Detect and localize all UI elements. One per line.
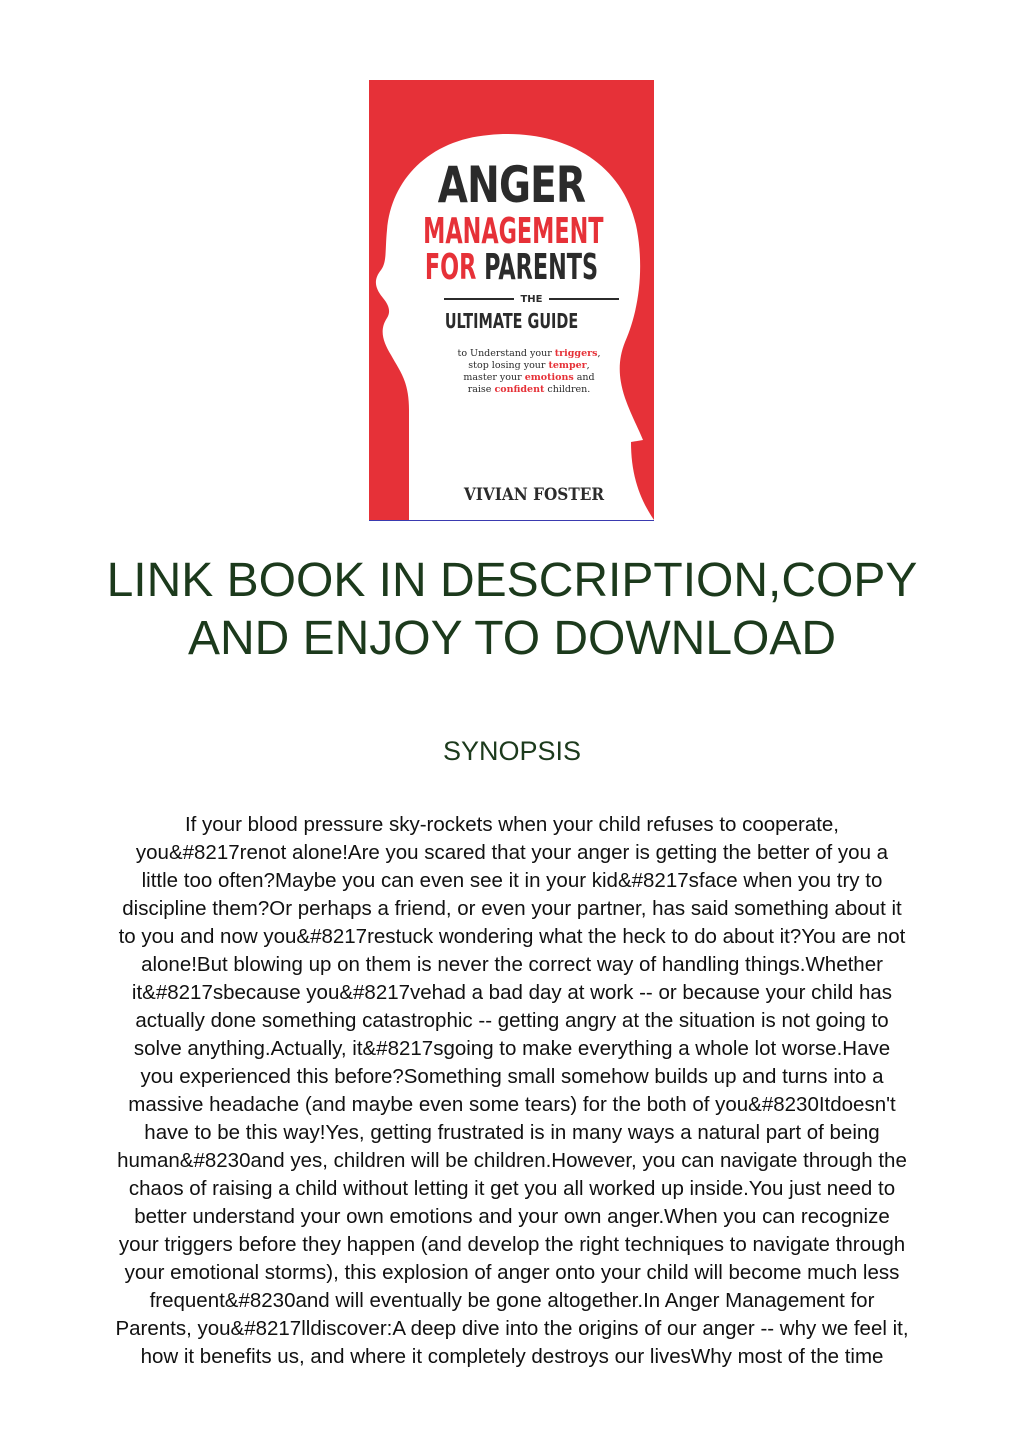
synopsis-line: actually done something catastrophic -- getting angry at the situation is not going to bbox=[135, 1009, 889, 1032]
download-headline bbox=[40, 552, 984, 668]
synopsis-line: how it benefits us, and where it completely destroys our livesWhy most of the time bbox=[140, 1345, 884, 1368]
synopsis-line: you&#8217renot alone!Are you scared that your anger is getting the better of you a bbox=[135, 841, 889, 864]
headline-line-1: LINK BOOK IN DESCRIPTION,COPY bbox=[106, 554, 918, 607]
tagline-highlight-word: temper bbox=[548, 360, 587, 371]
cover-title-parents-word: PARENTS bbox=[484, 247, 599, 288]
cover-author: VIVIAN FOSTER bbox=[463, 485, 605, 505]
synopsis-line: chaos of raising a child without letting it get you all worked up inside.You just need to bbox=[128, 1177, 896, 1200]
cover-title-for-parents bbox=[423, 247, 600, 288]
tagline-text: children. bbox=[544, 384, 591, 395]
synopsis-line: to you and now you&#8217restuck wondering what the heck to do about it?You are not bbox=[118, 925, 906, 948]
tagline-highlight-word: confident bbox=[494, 384, 545, 395]
tagline-text: , bbox=[586, 360, 590, 371]
cover-title-for: FOR bbox=[424, 247, 477, 288]
tagline-text: , bbox=[597, 348, 601, 359]
tagline-text: and bbox=[573, 372, 595, 383]
divider-rule-left bbox=[444, 298, 514, 300]
cover-subtitle: ULTIMATE GUIDE bbox=[444, 309, 579, 333]
synopsis-line: massive headache (and maybe even some tears) for the both of you&#8230Itdoesn't bbox=[128, 1093, 896, 1116]
synopsis-heading: SYNOPSIS bbox=[442, 736, 582, 766]
tagline-text: master your bbox=[463, 372, 525, 383]
tagline-text: to Understand your bbox=[457, 348, 555, 359]
synopsis-line: your emotional storms), this explosion of anger onto your child will become much less bbox=[124, 1261, 900, 1284]
tagline-highlight-word: emotions bbox=[524, 372, 574, 383]
synopsis-line: Parents, you&#8217lldiscover:A deep dive into the origins of our anger -- why we feel it, bbox=[115, 1317, 909, 1340]
synopsis-line: solve anything.Actually, it&#8217sgoing to make everything a whole lot worse.Have bbox=[133, 1037, 891, 1060]
tagline-text: stop losing your bbox=[468, 360, 549, 371]
synopsis-line: you experienced this before?Something small somehow builds up and turns into a bbox=[140, 1065, 884, 1088]
cover-the-label: THE bbox=[520, 293, 543, 305]
tagline-highlight-word: triggers bbox=[554, 348, 598, 359]
synopsis-body bbox=[56, 811, 968, 1371]
cover-title-anger: ANGER bbox=[437, 156, 586, 214]
cover-the-divider bbox=[444, 292, 619, 306]
book-cover bbox=[369, 80, 654, 521]
synopsis-line: human&#8230and yes, children will be children.However, you can navigate through the bbox=[117, 1149, 907, 1172]
synopsis-line: it&#8217sbecause you&#8217vehad a bad day at work -- or because your child has bbox=[131, 981, 893, 1004]
synopsis-line: If your blood pressure sky-rockets when your child refuses to cooperate, bbox=[184, 813, 840, 836]
synopsis-line: alone!But blowing up on them is never the correct way of handling things.Whether bbox=[141, 953, 883, 976]
headline-line-2: AND ENJOY TO DOWNLOAD bbox=[187, 612, 837, 665]
synopsis-line: your triggers before they happen (and develop the right techniques to navigate through bbox=[118, 1233, 906, 1256]
cover-tagline bbox=[429, 348, 629, 396]
cover-title-management: MANAGEMENT bbox=[423, 211, 604, 252]
divider-rule-right bbox=[549, 298, 619, 300]
tagline-text: raise bbox=[467, 384, 495, 395]
synopsis-line: better understand your own emotions and your own anger.When you can recognize bbox=[134, 1205, 890, 1228]
synopsis-line: discipline them?Or perhaps a friend, or even your partner, has said something about it bbox=[122, 897, 902, 920]
synopsis-line: have to be this way!Yes, getting frustrated is in many ways a natural part of being bbox=[144, 1121, 880, 1144]
synopsis-line: frequent&#8230and will eventually be gone altogether.In Anger Management for bbox=[149, 1289, 875, 1312]
synopsis-line: little too often?Maybe you can even see it in your kid&#8217sface when you try to bbox=[141, 869, 883, 892]
